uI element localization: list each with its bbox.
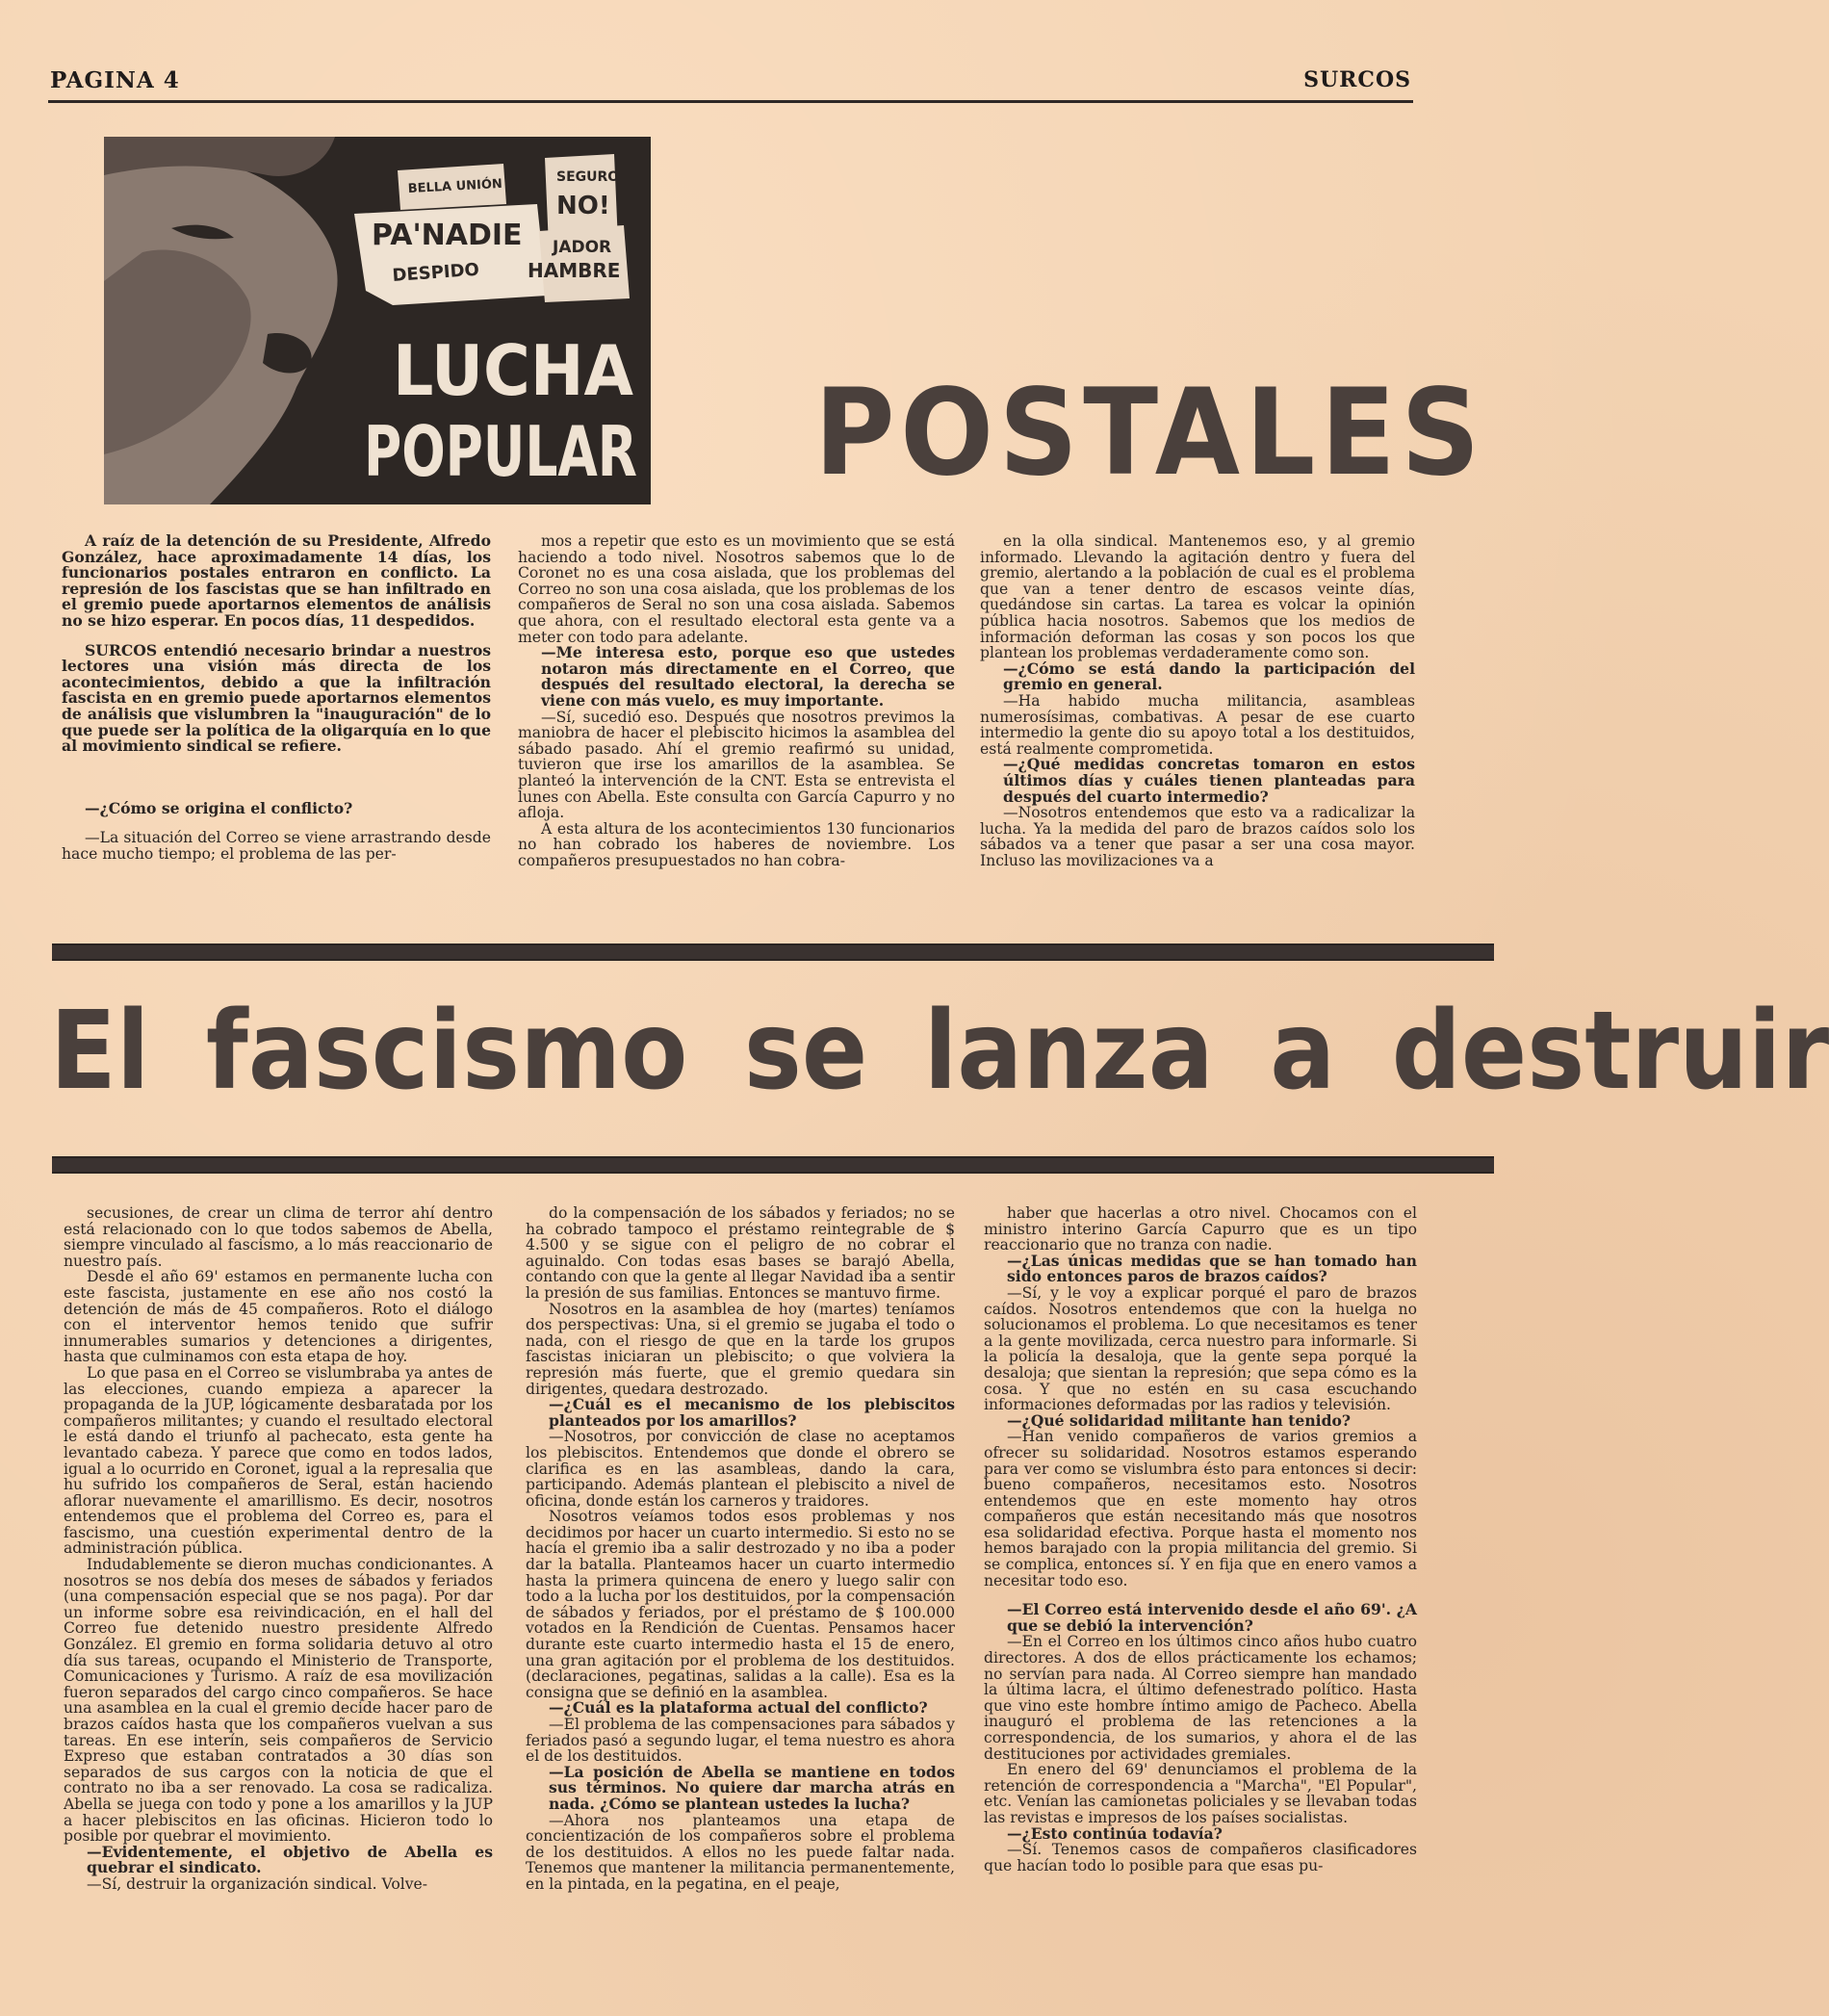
col3-question-1: —¿Cómo se está dando la participación del gremio en general. xyxy=(1003,659,1415,694)
col2-paragraph-3: A esta altura de los acontecimientos 130 funcionarios no han cobrado los haberes de noviembre. Los compañeros presupuestados no han cobra- xyxy=(518,819,955,869)
col2-paragraph-1: mos a repetir que esto es un movimiento que se está haciendo a todo nivel. Nosotros sabemos que lo de Coronet no es una cosa aislada, que los problemas del Correo no son una cosa aislada, que los problemas de los compañeros de Seral no son una cosa aislada. Sabemos que ahora, con el resultado electoral esta gente va a meter con todo para adelante. xyxy=(518,532,955,646)
lower-column-1 xyxy=(64,1205,493,1893)
lower3-paragraph-2: —Sí, y le voy a explicar porqué el paro de brazos caídos. Nosotros entendemos que con la huelga no solucionamos el problema. Lo que necesitamos es tener a la gente movilizada, cerca nuestro para informarle. Si la policía la desaloja, que la gente sepa porqué la desaloja; que sientan la represión; que sepa cómo es la cosa. Y que no estén en su casa escuchando informaciones deformadas por las radios y televisión. xyxy=(984,1283,1417,1414)
article-column-2 xyxy=(518,533,955,868)
lower-column-2 xyxy=(526,1205,955,1893)
article-column-3 xyxy=(980,533,1415,868)
answer-origin: —La situación del Correo se viene arrastrando desde hace mucho tiempo; el problema de las per- xyxy=(62,829,491,863)
lower2-paragraph-4: Nosotros veíamos todos esos problemas y nos decidimos por hacer un cuarto intermedio. Si esto no se hacía el gremio iba a salir destrozado y no iba a poder dar la batalla. Planteamos hacer un cuarto intermedio hasta la primera quincena de enero y luego salir con todo a la lucha por los destituidos, por la compensación de sábados y feriados, por el préstamo de $ 100.000 votados en la Rendición de Cuentas. Pensamos hacer durante este cuarto intermedio hasta el 15 de enero, una gran agitación por el problema de los destituidos. (declaraciones, pegatinas, salidas a la calle). Esa es la consigna que se definió en la asamblea. xyxy=(526,1508,955,1701)
poster-sign-text-4: PA'NADIE xyxy=(372,219,523,252)
lower2-paragraph-2: Nosotros en la asamblea de hoy (martes) teníamos dos perspectivas: Una, si el gremio se jugaba el todo o nada, con el riesgo de que en la tarde los grupos fascistas iniciaran un plebiscito; o que volviera la represión más fuerte, que el gremio quedara sin dirigentes, quedara destrozado. xyxy=(526,1300,955,1398)
lower2-question-2: —¿Cuál es la plataforma actual del conflicto? xyxy=(549,1698,928,1718)
poster-sign-text-1: BELLA UNIÓN xyxy=(407,176,503,196)
lower2-question-1: —¿Cuál es el mecanismo de los plebiscitos planteados por los amarillos? xyxy=(549,1395,955,1430)
poster-sign-text-5: DESPIDO xyxy=(391,259,480,286)
col3-paragraph-3: —Nosotros entendemos que esto va a radicalizar la lucha. Ya la medida del paro de brazos caídos solo los sábados va a tener que pasar a ser una cosa mayor. Incluso las movilizaciones va a xyxy=(980,804,1415,869)
lower1-paragraph-5: —Sí, destruir la organización sindical. Volve- xyxy=(87,1874,428,1893)
divider-band-top xyxy=(52,943,1494,961)
page-number-label: PAGINA 4 xyxy=(50,67,180,93)
col2-paragraph-2: —Sí, sucedió eso. Después que nosotros previmos la maniobra de hacer el plebiscito hicimos la asamblea del sábado pasado. Ahí el gremio reafirmó su unidad, tuvieron que irse los amarillos de la asamblea. Se planteó la intervención de la CNT. Esta se entrevista el lunes con Abella. Este consulta con García Capurro y no afloja. xyxy=(518,708,955,822)
lower1-paragraph-2: Desde el año 69' estamos en permanente lucha con este fascista, justamente en ese año nos costó la detención de más de 45 compañeros. Roto el diálogo con el interventor hemos tenido que sufrir innumerables sumarios y detenciones a dirigentes, hasta que culminamos con esta etapa de hoy. xyxy=(64,1268,493,1366)
col3-question-2: —¿Qué medidas concretas tomaron en estos últimos días y cuáles tienen planteadas para después del cuarto intermedio? xyxy=(1003,755,1415,806)
lower-column-3 xyxy=(984,1205,1417,1874)
question-origin: —¿Cómo se origina el conflicto? xyxy=(85,798,353,817)
lower1-question-1: —Evidentemente, el objetivo de Abella es quebrar el sindicato. xyxy=(87,1842,493,1877)
lower2-paragraph-6: —Ahora nos planteamos una etapa de concientización de los compañeros sobre el problema de los destituidos. A ellos no les puede faltar nada. Tenemos que mantener la militancia permanentemente, en la pintada, en la pegatina, en el peaje, xyxy=(526,1811,955,1893)
col3-paragraph-2: —Ha habido mucha militancia, asambleas numerosísimas, combativas. A pesar de ese cuarto intermedio la gente dio su apoyo total a los destituidos, está realmente comprometida. xyxy=(980,691,1415,758)
publication-name: SURCOS xyxy=(1303,67,1411,92)
article-column-1 xyxy=(62,533,491,863)
col3-paragraph-1: en la olla sindical. Mantenemos eso, y al gremio informado. Llevando la agitación dentro y fuera del gremio, alertando a la población de cual es el problema que van a tener dentro de escasos veinte días, quedándose sin cartas. La tarea es volcar la opinión pública hacia nosotros. Sabemos que los medios de información deforman las cosas y son pocos los que plantean los problemas verdaderamente como son. xyxy=(980,532,1415,662)
lower1-paragraph-3: Lo que pasa en el Correo se vislumbraba ya antes de las elecciones, cuando empieza a aparecer la propaganda de la JUP, lógicamente desbaratada por los compañeros militantes; y cuando el resultado electoral le está dando el triunfo al pachecato, esta gente ha levantado cabeza. Y parece que como en todos lados, igual a lo ocurrido en Coronet, igual a la represalia que hu sufrido los compañeros de Seral, están haciendo aflorar nuevamente el amarillismo. Es decir, nosotros entendemos que el problema del Correo es, para el fascismo, una cuestión experimental dentro de la administración pública. xyxy=(64,1363,493,1558)
intro-paragraph-2: SURCOS entendió necesario brindar a nuestros lectores una visión más directa de los acontecimientos, debido a que la infiltración fascista en en gremio puede aportarnos elementos de análisis que vislumbren la "inauguración" de lo que puede ser la política de la oligarquía en lo que al movimiento sindical se refiere. xyxy=(62,640,491,756)
poster-sign-text-3: NO! xyxy=(556,192,610,220)
header-rule xyxy=(48,100,1413,103)
divider-band-bottom xyxy=(52,1156,1494,1174)
lower3-question-3: —El Correo está intervenido desde el año 69'. ¿A que se debió la intervención? xyxy=(1007,1600,1417,1635)
main-headline: El fascismo se lanza a destruir xyxy=(50,989,1829,1114)
lower2-paragraph-5: —El problema de las compensaciones para sábados y feriados pasó a segundo lugar, el tema nuestro es ahora el de los destituidos. xyxy=(526,1716,955,1766)
intro-paragraph-1: A raíz de la detención de su Presidente, Alfredo González, hace aproximadamente 14 días, los funcionarios postales entraron en conflicto. La represión de los fascistas que se han infiltrado en el gremio puede aportarnos elementos de análisis no se hizo esperar. En pocos días, 11 despedidos. xyxy=(62,531,491,630)
lower1-paragraph-1: secusiones, de crear un clima de terror ahí dentro está relacionado con lo que todos sabemos de Abella, siempre vinculado al fascismo, a lo más reaccionario de nuestro país. xyxy=(64,1204,493,1270)
poster-sign-text-6: JADOR xyxy=(553,238,612,257)
lower3-question-2: —¿Qué solidaridad militante han tenido? xyxy=(1007,1410,1352,1430)
lower2-question-3: —La posición de Abella se mantiene en todos sus términos. No quiere dar marcha atrás en nada. ¿Cómo se plantean ustedes la lucha? xyxy=(549,1762,955,1813)
poster-lucha-text: LUCHA xyxy=(393,330,634,411)
lower3-paragraph-5: En enero del 69' denunciamos el problema de la retención de correspondencia a "Marcha", "El Popular", etc. Venían las camionetas policiales y se llevaban todas las revistas e impresos de los países socialistas. xyxy=(984,1761,1417,1826)
lower2-paragraph-1: do la compensación de los sábados y feriados; no se ha cobrado tampoco el préstamo reintegrable de $ 4.500 y se sigue con el peligro de no cobrar el aguinaldo. Con todas esas bases se barajó Abella, contando con que la gente al llegar Navidad iba a sentir la presión de sus familias. Entonces se mantuvo firme. xyxy=(526,1204,955,1302)
lower1-paragraph-4: Indudablemente se dieron muchas condicionantes. A nosotros se nos debía dos meses de sábados y feriados (una compensación especial que se nos paga). Por dar un informe sobre esa reivindicación, en el hall del Correo fue detenido nuestro presidente Alfredo González. El gremio en forma solidaria detuvo al otro día sus tareas, ocupando el Ministerio de Transporte, Comunicaciones y Turismo. A raíz de esa movilización fueron separados del cargo cinco compañeros. Se hace una asamblea en la cual el gremio decide hacer paro de brazos caídos hasta que los compañeros vuelvan a sus tareas. En ese interín, seis compañeros de Servicio Expreso que estaban contratados a 30 días son separados de sus cargos con la noticia de que el contrato no iba a ser renovado. La cosa se radicaliza. Abella se juega con todo y pone a los amarillos y la JUP a hacer plebiscitos en las oficinas. Hicieron todo lo posible por quebrar el movimiento. xyxy=(64,1556,493,1846)
lower3-paragraph-4: —En el Correo en los últimos cinco años hubo cuatro directores. A dos de ellos prácticamente los echamos; no servían para nada. Al Correo siempre han mandado la última lacra, el último defenestrado político. Hasta que vino este hombre íntimo amigo de Pacheco. Abella inauguró el problema de las retenciones a la correspondencia, de los sumarios, y ahora el de las destituciones por actividades gremiales. xyxy=(984,1633,1417,1763)
section-title: POSTALES xyxy=(814,364,1485,503)
lower3-question-4: —¿Esto continúa todavía? xyxy=(1007,1823,1223,1843)
lower3-paragraph-6: —Sí. Tenemos casos de compañeros clasificadores que hacían todo lo posible para que esas pu- xyxy=(984,1841,1417,1874)
poster-popular-text: POPULAR xyxy=(364,411,637,492)
lucha-popular-poster xyxy=(104,137,651,504)
lower3-paragraph-3: —Han venido compañeros de varios gremios a ofrecer su solidaridad. Nosotros estamos esperando para ver como se vislumbra ésto para entonces si decir: bueno compañeros, necesitamos esto. Nosotros entendemos que en este momento hay otros compañeros que están necesitando más que nosotros esa solidaridad efectiva. Porque hasta el momento nos hemos barajado con la propia militancia del gremio. Si se complica, entonces sí. Y en fija que en enero vamos a necesitar todo eso. xyxy=(984,1428,1417,1590)
poster-sign-text-7: HAMBRE xyxy=(528,259,621,282)
lower3-question-1: —¿Las únicas medidas que se han tomado han sido entonces paros de brazos caídos? xyxy=(1007,1251,1417,1286)
lower3-paragraph-1: haber que hacerlas a otro nivel. Chocamos con el ministro interino García Capurro que es un tipo reaccionario que no tranza con nadie. xyxy=(984,1204,1417,1254)
poster-sign-text-2: SEGURO xyxy=(556,169,620,185)
col2-question-1: —Me interesa esto, porque eso que ustedes notaron más directamente en el Correo, que después del resultado electoral, la derecha se viene con más vuelo, es muy importante. xyxy=(541,643,955,710)
lower2-paragraph-3: —Nosotros, por convicción de clase no aceptamos los plebiscitos. Entendemos que donde el obrero se clarifica es en las asambleas, dando la cara, participando. Además plantean el plebiscito a nivel de oficina, donde están los carneros y traidores. xyxy=(526,1428,955,1510)
